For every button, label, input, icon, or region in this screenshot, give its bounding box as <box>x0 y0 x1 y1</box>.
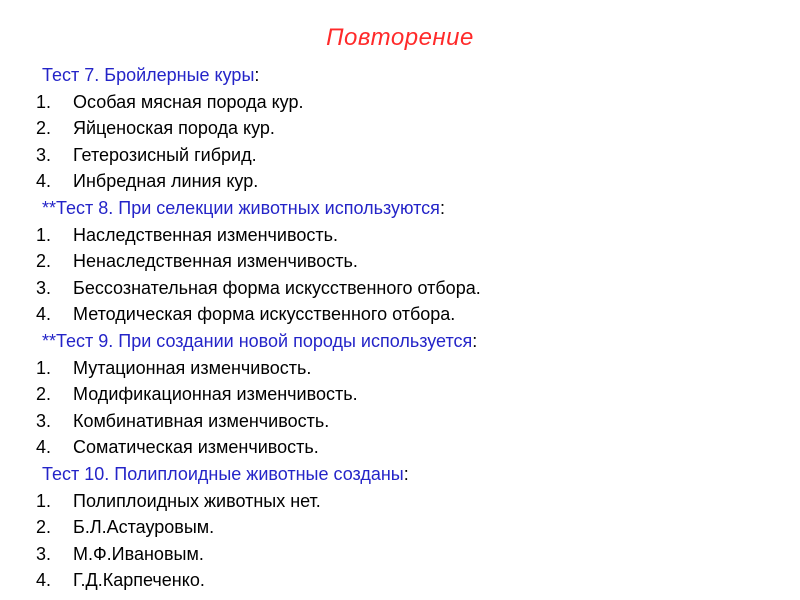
answer-text: Инбредная линия кур. <box>73 171 259 192</box>
test-heading-text: **Тест 9. При создании новой породы используется <box>42 330 473 351</box>
answer-text: Модификационная изменчивость. <box>73 384 358 405</box>
answer-number: 3. <box>36 410 52 431</box>
answer-item <box>38 408 778 435</box>
test-heading-colon: : <box>254 65 260 85</box>
answer-number: 4. <box>36 437 52 458</box>
test-heading-colon: : <box>439 197 445 218</box>
answer-text: Мутационная изменчивость. <box>73 357 312 378</box>
answer-item <box>38 488 778 515</box>
test-heading-colon: : <box>472 330 478 351</box>
answer-item <box>38 89 778 116</box>
test-heading <box>38 328 778 355</box>
test-heading-text: **Тест 8. При селекции животных используются <box>42 197 440 218</box>
answer-text: Полиплоидных животных нет. <box>73 490 321 511</box>
answer-item <box>38 248 778 275</box>
answer-item <box>38 567 778 594</box>
answer-text: Наследственная изменчивость. <box>73 224 338 245</box>
answer-number: 2. <box>36 118 52 139</box>
answer-number: 2. <box>36 517 52 538</box>
answer-text: Особая мясная порода кур. <box>73 91 304 112</box>
answer-number: 3. <box>36 543 52 564</box>
answer-text: Комбинативная изменчивость. <box>73 410 330 431</box>
answer-item <box>38 381 778 408</box>
test-heading-text: Тест 10. Полиплоидные животные созданы <box>42 463 404 484</box>
test-heading-colon: : <box>403 463 409 484</box>
slide-title: Повторение <box>326 24 474 51</box>
test-heading <box>38 195 778 222</box>
answer-number: 1. <box>36 490 52 511</box>
answer-item <box>38 115 778 142</box>
answer-number: 1. <box>36 91 52 112</box>
test-heading <box>38 461 778 488</box>
answer-number: 1. <box>36 224 52 245</box>
answer-item <box>38 222 778 249</box>
answer-number: 3. <box>36 277 52 298</box>
answer-number: 3. <box>36 144 52 165</box>
test-heading <box>38 62 778 89</box>
answer-number: 2. <box>36 384 52 405</box>
answer-text: Бессознательная форма искусственного отбора. <box>73 277 481 298</box>
answer-text: Б.Л.Астауровым. <box>73 517 215 538</box>
answer-item <box>38 541 778 568</box>
answer-item <box>38 514 778 541</box>
answer-number: 1. <box>36 357 52 378</box>
answer-number: 4. <box>36 171 52 192</box>
answer-text: Соматическая изменчивость. <box>73 437 319 458</box>
answer-item <box>38 168 778 195</box>
answer-number: 4. <box>36 570 52 591</box>
answer-text: Ненаследственная изменчивость. <box>73 251 358 272</box>
answer-item <box>38 301 778 328</box>
test-heading-text: Тест 7. Бройлерные куры <box>42 65 255 85</box>
answer-text: Г.Д.Карпеченко. <box>73 570 205 591</box>
answer-item <box>38 355 778 382</box>
answer-text: Яйценоская порода кур. <box>73 118 275 139</box>
answer-text: Методическая форма искусственного отбора. <box>73 304 456 325</box>
answer-number: 2. <box>36 251 52 272</box>
answer-text: Гетерозисный гибрид. <box>73 144 257 165</box>
answer-text: М.Ф.Ивановым. <box>73 543 204 564</box>
answer-item <box>38 142 778 169</box>
answer-item <box>38 434 778 461</box>
test-list <box>38 62 778 594</box>
answer-item <box>38 275 778 302</box>
answer-number: 4. <box>36 304 52 325</box>
